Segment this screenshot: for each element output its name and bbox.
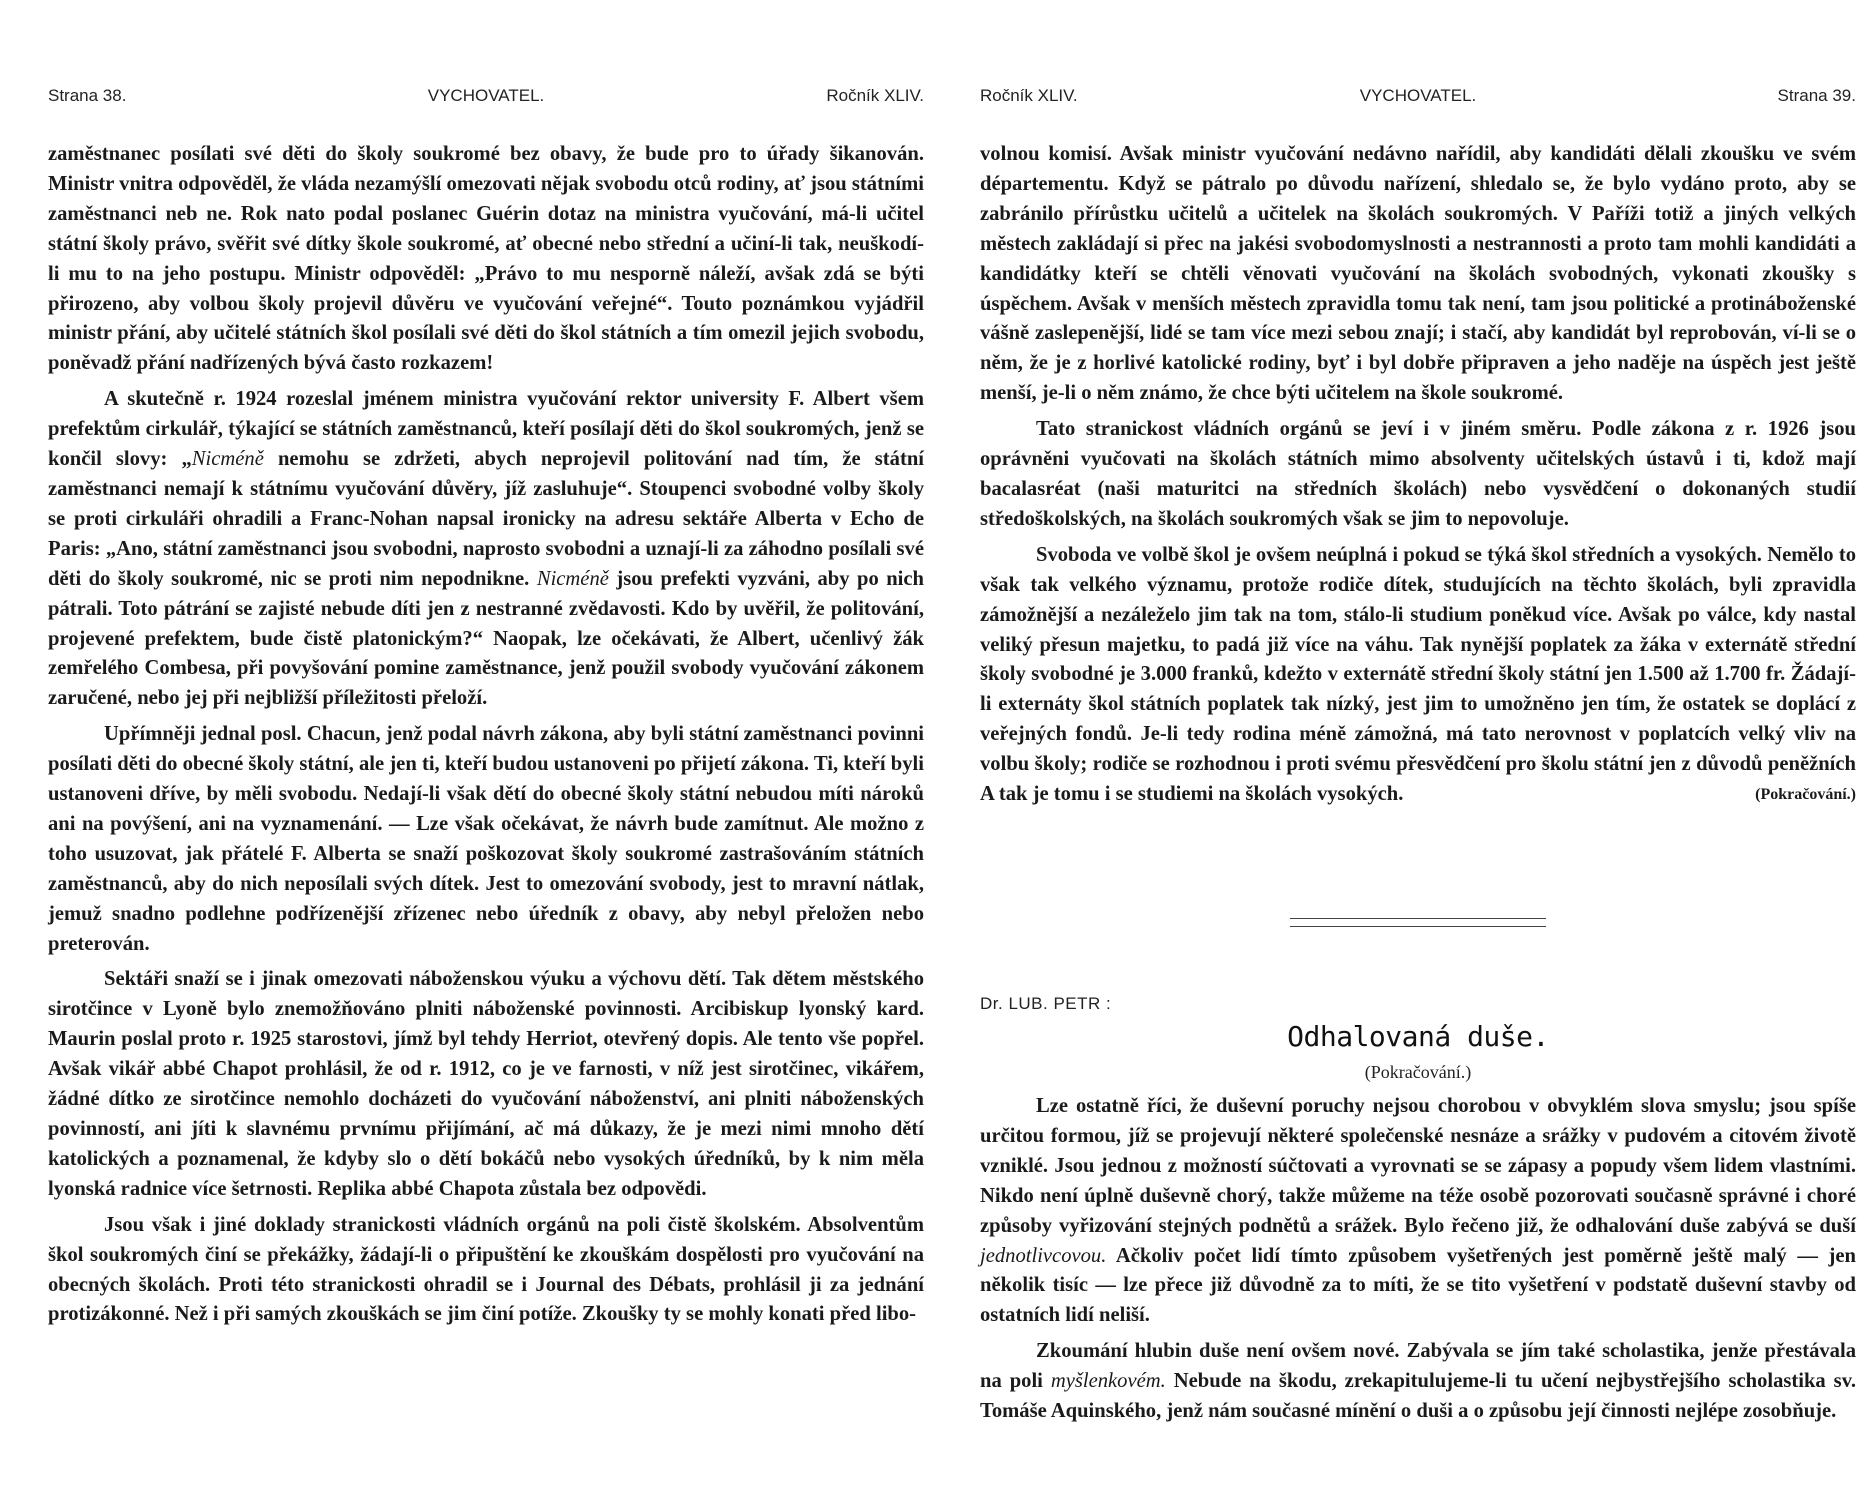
section-divider-rule: [1290, 926, 1546, 927]
paragraph: [980, 541, 1856, 810]
paragraph: [48, 720, 924, 959]
text-run: volnou komisí. Avšak ministr vyučování nedávno nařídil, aby kandidáti dělali zkoušku ve svém départementu. Když se pátralo po důvodu nařízení, shledalo se, že bylo vydáno proto, aby se zabránilo přírůstku učitelů a učitelek na školách soukromých. V Paříži totiž a jiných velkých městech zakládají si přec na jakési svobodomyslnosti a nestrannosti a proto tam mohli kandidáti a kandidátky kteří se chtěli věnovati vyučování na školách svobodných, vykonati zkoušky s úspěchem. Avšak v menších městech zpravidla tomu tak není, tam jsou politické a protináboženské vášně zaslepenější, lidé se tam více mezi sebou znají; i stačí, aby kandidát byl reprobován, ví-li se o něm, že je z horlivé katolické rodiny, byť i byl dobře připraven a jeho naděje na úspěch jest ještě menší, je-li o něm známo, že chce býti učitelem na škole soukromé.: [980, 143, 1856, 405]
paragraph: [48, 385, 924, 714]
text-run: Zkoumání hlubin duše není ovšem nové. Zabývala se jím také scholastika, jenže přestávala na poli: [980, 1340, 1856, 1393]
text-run: Sektáři snaží se i jinak omezovati náboženskou výuku a výchovu dětí. Tak dětem městského sirotčince v Lyoně bylo znemožňováno plniti náboženské povinnosti. Arcibiskup lyonský kard. Maurin poslal proto r. 1925 starostovi, jímž byl tehdy Herriot, otevřený dopis. Ale tento vše popřel. Avšak vikář abbé Chapot prohlásil, že od r. 1912, co je ve farnosti, v níž jest sirotčinec, vikářem, žádné dítko ze sirotčince nemohlo docházeti do vyučování náboženství, ani plniti náboženských povinností, ani jíti k slavnému prvnímu přijímání, ač má důkazy, že je mezi nimi mnoho dětí katolických a poznamenal, že kdyby slo o dětí bokáčů nebo vysokých úředníků, by k nim měla lyonská radnice více šetrnosti. Replika abbé Chapota zůstala bez odpovědi.: [48, 968, 924, 1200]
text-run: A skutečně r. 1924 rozeslal jménem ministra vyučování rektor university F. Albert všem prefektům cirkulář, týkající se státních zaměstnanců, kteří posílají děti do škol soukromých, jenž se končil slovy: „: [48, 388, 924, 471]
paragraph: [980, 415, 1856, 535]
text-run: Svoboda ve volbě škol je ovšem neúplná i pokud se týká škol středních a vysokých. Nemělo to však tak velkého významu, protože rodiče dítek, studujících na těchto školách, byli zpravidla zámožnější a nezáleželo jim tak na tom, stálo-li studium poněkud více. Avšak po válce, kdy nastal veliký přesun majetku, to padá již více na váhu. Tak nynější poplatek za žáka v externátě střední školy svobodné je 3.000 franků, kdežto v externátě střední školy státní jen 1.500 až 1.700 fr. Žádají-li externáty škol státních poplatek tak nízký, jest jim to umožněno jen tím, že ostatek se doplácí z veřejných fondů. Je-li tedy rodina méně zámožná, má tato nerovnost v poplatcích velký vliv na volbu školy; rodiče se rozhodnou i proti svému přesvědčení pro školu státní jen z důvodů peněžních A tak je tomu i se studiemi na školách vysokých.: [980, 543, 1856, 806]
article-title: Odhalovaná duše.: [1287, 1020, 1549, 1053]
left-running-head: [48, 86, 924, 112]
journal-title: VYCHOVATEL.: [427, 86, 545, 105]
journal-title: VYCHOVATEL.: [1359, 86, 1477, 105]
italic-text-run: Nicméně: [191, 448, 264, 471]
paragraph: [980, 1337, 1856, 1427]
page-number-label: Strana 39.: [1777, 86, 1856, 105]
left-body-text: [48, 140, 924, 1336]
page-number-label: Strana 38.: [48, 86, 127, 105]
right-body-text: [980, 140, 1856, 816]
italic-text-run: myšlenkovém.: [1050, 1370, 1166, 1393]
text-run: Ačkoliv počet lidí tímto způsobem vyšetřených jest poměrně ještě malý — jen několik tisíc — lze přece již důvodně za to míti, že se tito vyšetření v podstatě duševní stavby od ostatních lidí neliší.: [980, 1244, 1856, 1327]
italic-text-run: Nicméně: [536, 567, 609, 590]
right-page: [980, 0, 1856, 1500]
paragraph: [980, 1092, 1856, 1331]
volume-label: Ročník XLIV.: [980, 86, 1078, 105]
paragraph: [48, 1211, 924, 1331]
text-run: Upřímněji jednal posl. Chacun, jenž podal návrh zákona, aby byli státní zaměstnanci povinni posílati děti do obecné školy státní, ale jen ti, kteří budou ustanoveni po přijetí zákona. Ti, kteří byli ustanoveni dříve, by měli svobodu. Nedají-li však dětí do obecné školy státní nebudou míti nároků ani na povýšení, ani na vyznamenání. — Lze však očekávat, že návrh bude zamítnut. Ale možno z toho usuzovat, jak přátelé F. Alberta se snaží poškozovat školy soukromé zastrašováním státních zaměstnanců, aby do nich neposílali svých dítek. Jest to omezování svobody, jest to mravní nátlak, jemuž snadno podlehne podřízenější zřízenec nebo úředník z obavy, aby nebyl přeložen nebo preterován.: [48, 723, 924, 955]
text-run: nemohu se zdržeti, abych neprojevil politování nad tím, že státní zaměstnanci nemají k státnímu vyučování důvěry, jíž zasluhuje“. Stoupenci svobodné volby školy se proti cirkuláři ohradili a Franc-Nohan napsal ironicky na adresu sektáře Alberta v Echo de Paris: „Ano, státní zaměstnanci jsou svobodni, naprosto svobodni a uznají-li za záhodno posílali své děti do školy soukromé, nic se proti nim nepodnikne.: [48, 448, 924, 590]
paragraph: [48, 140, 924, 379]
article-body-text: [980, 1092, 1856, 1433]
left-page: [48, 0, 924, 1500]
article-subtitle: (Pokračování.): [1364, 1062, 1472, 1082]
continued-note: (Pokračování.): [1755, 786, 1856, 804]
text-run: Nebude na škodu, zrekapitulujeme-li tu učení nejbystřejšího scholastika sv. Tomáše Aquinského, jenž nám současné mínění o duši a o způsobu její činnosti nejlépe zosobňuje.: [980, 1370, 1857, 1423]
paragraph: [48, 965, 924, 1204]
text-run: jsou prefekti vyzváni, aby po nich pátrali. Toto pátrání se zajisté nebude díti jen z nestranné zvědavosti. Kdo by uvěřil, že politování, projevené prefektem, bude čistě platonickým?“ Naopak, lze očekávati, že Albert, učenlivý žák zemřelého Combesa, při povyšování pomine zaměstnance, jenž použil svobody vyučování zákonem zaručené, nebo jej při nejbližší příležitosti přeloží.: [48, 567, 925, 710]
author-byline: Dr. LUB. PETR :: [980, 994, 1112, 1013]
volume-label: Ročník XLIV.: [826, 86, 924, 105]
text-run: Lze ostatně říci, že duševní poruchy nejsou chorobou v obvyklém slova smyslu; jsou spíše určitou formou, jíž se projevují některé společenské nesnáze a srážky v pudovém a citovém životě vzniklé. Jsou jednou z možností súčtovati a vyrovnati se se zápasy a popudy všem lidem vlastními. Nikdo není úplně duševně chorý, takže můžeme na téže osobě pozorovati současně správné i choré způsoby vyřizování stejných podnětů a srážek. Bylo řečeno již, že odhalování duše zabývá se duší: [980, 1095, 1856, 1237]
right-running-head: [980, 86, 1856, 112]
text-run: zaměstnanec posílati své děti do školy soukromé bez obavy, že bude pro to úřady šikanován. Ministr vnitra odpověděl, že vláda nezamýšlí omezovati nějak svobodu otců rodiny, ať jsou státními zaměstnanci neb ne. Rok nato podal poslanec Guérin dotaz na ministra vyučování, má-li učitel státní školy právo, svěřit své dítky škole soukromé, ať obecné nebo střední a učiní-li tak, neuškodí-li mu to na jeho postupu. Ministr odpověděl: „Právo to mu nesporně náleží, avšak zdá se býti přirozeno, aby volbou školy projevil důvěru ve vyučování veřejné“. Touto poznámkou vyjádřil ministr přání, aby učitelé státních škol posílali své děti do škol státních a tím omezil jejich svobodu, poněvadž přání nadřízených bývá často rozkazem!: [48, 143, 924, 375]
text-run: Tato stranickost vládních orgánů se jeví i v jiném směru. Podle zákona z r. 1926 jsou oprávněni vyučovati na školách státních mimo absolventy učitelských ústavů i ti, kdož mají bacalasréat (naši maturitci na středních školách) nebo vysvědčení o dokonaných studií středoškolských, na školách soukromých však se jim to nepovoluje.: [980, 418, 1856, 530]
section-divider-rule: [1290, 918, 1546, 919]
text-run: Jsou však i jiné doklady stranickosti vládních orgánů na poli čistě školském. Absolventům škol soukromých činí se překážky, žádají-li o připuštění ke zkouškám dospělosti pro vyučování na obecných školách. Proti této stranickosti ohradil se i Journal des Débats, prohlásil ji za jednání protizákonné. Než i při samých zkouškách se jim činí potíže. Zkoušky ty se mohly konati před libo-: [48, 1213, 924, 1326]
italic-text-run: jednotlivcovou.: [980, 1244, 1107, 1267]
paragraph: [980, 140, 1856, 409]
